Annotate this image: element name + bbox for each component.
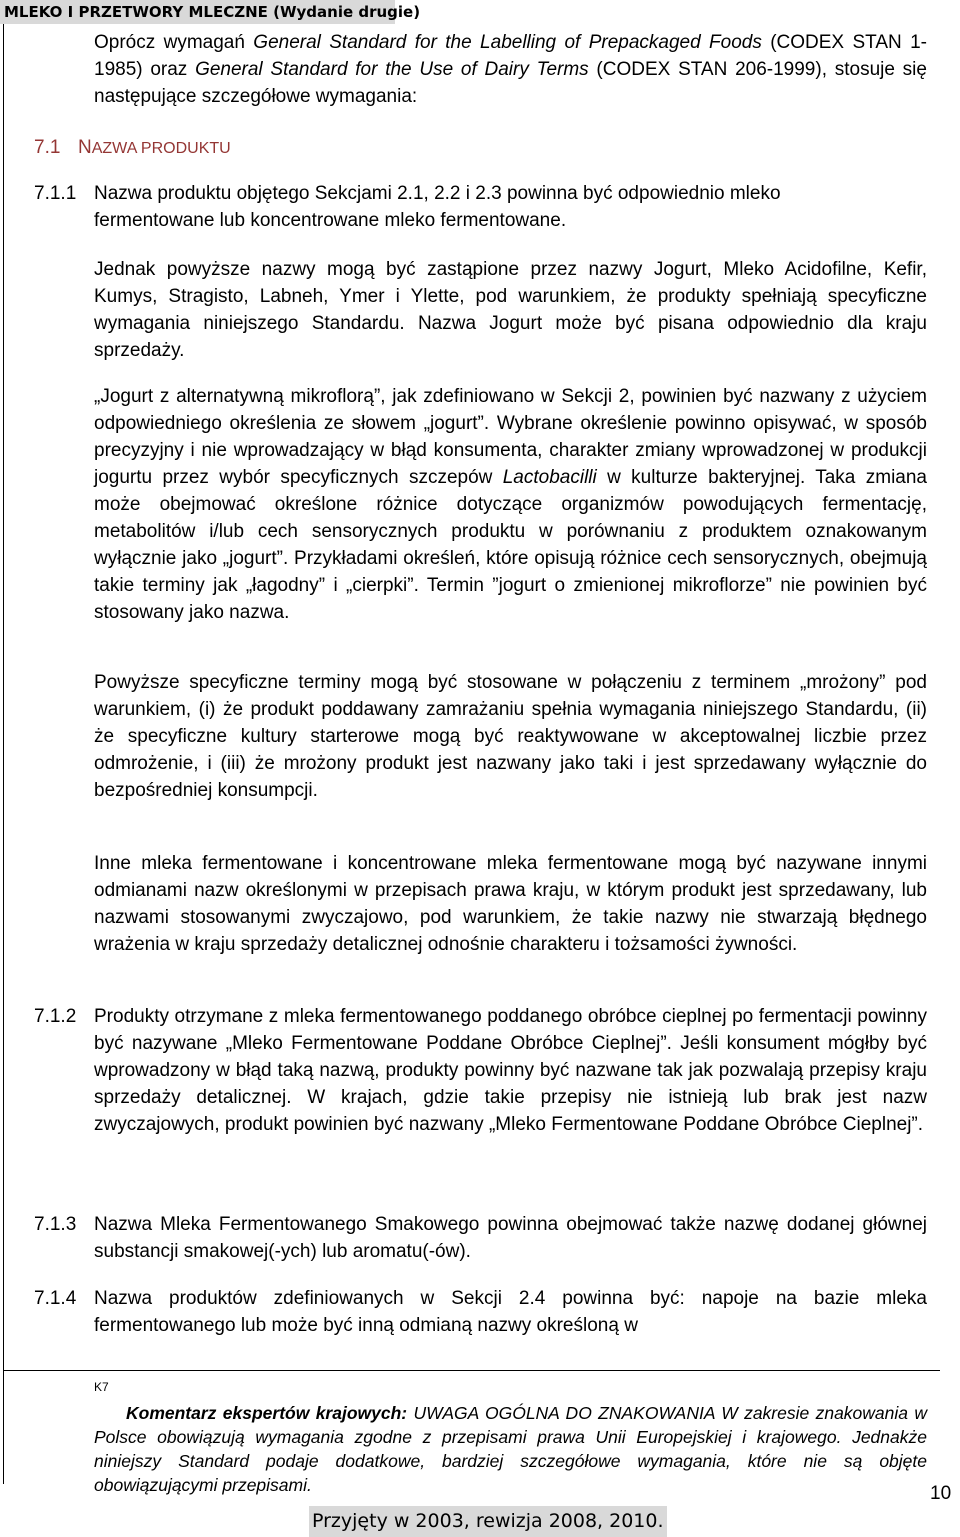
paragraph-7-1-2: 7.1.2 Produkty otrzymane z mleka fermentowanego poddanego obróbce cieplnej po fermentacji powinny być nazywane „Mleko Fermentowane Poddane Obróbce Cieplnej”. Jeśli konsument mógłby być wprowadzony w błąd taką nazwą, produkty powinny być nazwane tak jak pozwalają przepisy kraju sprzedaży detalicznej. W krajach, gdzie takie przepisy nie istnieją lub brak jest nazw zwyczajowych, produkt powinien być nazwany „Mleko Fermentowane Poddane Obróbce Cieplnej”. <box>34 1006 927 1135</box>
document-header: MLEKO I PRZETWORY MLECZNE (Wydanie drugie) <box>0 0 395 24</box>
section-heading: 7.1 NAZWA PRODUKTU <box>34 137 231 158</box>
paragraph-powyzsze: Powyższe specyficzne terminy mogą być stosowane w połączeniu z terminem „mrożony” pod warunkiem, (i) że produkt poddawany zamrażaniu spełnia wymagania niniejszego Standardu, (ii) że specyficzne kultury starterowe mogą być reaktywowane w akceptowalnej liczbie przez odmrożenie, i (iii) że mrożony produkt jest nazwany jako taki i jest sprzedawany wyłącznie do bezpośredniej konsumpcji. <box>94 672 927 801</box>
paragraph-7-1-1: 7.1.1 Nazwa produktu objętego Sekcjami 2.1, 2.2 i 2.3 powinna być odpowiednio mleko fermentowane lub koncentrowane mleko fermentowane. <box>34 183 781 231</box>
paragraph-inne: Inne mleka fermentowane i koncentrowane mleka fermentowane mogą być nazywane innymi odmianami nazw określonymi w przepisach prawa kraju, w którym produkt jest sprzedawany, lub nazwami stosowanymi zwyczajowo, pod warunkiem, że takie nazwy nie stwarzają błędnego wrażenia w kraju sprzedaży detalicznej odnośnie charakteru i tożsamości żywności. <box>94 853 927 955</box>
paragraph-jednak: Jednak powyższe nazwy mogą być zastąpione przez nazwy Jogurt, Mleko Acidofilne, Kefir, Kumys, Stragisto, Labneh, Ymer i Ylette, pod warunkiem, że produkty spełniają specyficzne wymagania niniejszego Standardu. Nazwa Jogurt może być pisana odpowiednio dla kraju sprzedaży. <box>94 259 927 361</box>
paragraph-jogurt-alternatywny: „Jogurt z alternatywną mikroflorą”, jak zdefiniowano w Sekcji 2, powinien być nazwany z użyciem odpowiedniego określenia ze słowem „jogurt”. Wybrane określenie powinno opisywać, w sposób precyzyjny i nie wprowadzający w błąd konsumenta, charakter zmiany wprowadzonej w produkcji jogurtu przez wybór specyficznych szczepów Lactobacilli w kulturze bakteryjnej. Taka zmiana może obejmować określone różnice dotyczące organizmów powodujących fermentację, metabolitów i/lub cech sensorycznych produktu w porównaniu z produktem oznakowanym wyłącznie jako „jogurt”. Przykładami określeń, które opisują różnice cech sensorycznych, obejmują takie terminy jak „łagodny” i „cierpki”. Termin ”jogurt o zmienionej mikroflorze” nie powinien być stosowany jako nazwa. <box>94 386 927 623</box>
left-margin-rule <box>3 24 4 1484</box>
footnote-separator <box>3 1370 940 1371</box>
document-footer: Przyjęty w 2003, rewizja 2008, 2010. <box>309 1506 667 1537</box>
paragraph-7-1-3: 7.1.3 Nazwa Mleka Fermentowanego Smakowego powinna obejmować także nazwę dodanej głównej substancji smakowej(-ych) lub aromatu(-ów). <box>34 1214 927 1262</box>
intro-paragraph: Oprócz wymagań General Standard for the Labelling of Prepackaged Foods (CODEX STAN 1-1985) oraz General Standard for the Use of Dairy Terms (CODEX STAN 206-1999), stosuje się następujące szczegółowe wymagania: <box>94 32 927 107</box>
footnote-text: Komentarz ekspertów krajowych: UWAGA OGÓLNA DO ZNAKOWANIA W zakresie znakowania w Polsce obowiązują wymagania zgodne z przepisami prawa Unii Europejskiej i krajowego. Jednakże niniejszy Standard podaje dodatkowe, bardziej szczegółowe wymagania, które nie są objęte obowiązującymi przepisami. <box>94 1402 927 1496</box>
paragraph-7-1-4: 7.1.4 Nazwa produktów zdefiniowanych w Sekcji 2.4 powinna być: napoje na bazie mleka fermentowanego lub może być inną odmianą nazwy określoną w <box>34 1288 927 1336</box>
footnote-mark: K7 <box>94 1380 109 1394</box>
page-number: 10 <box>930 1483 952 1504</box>
